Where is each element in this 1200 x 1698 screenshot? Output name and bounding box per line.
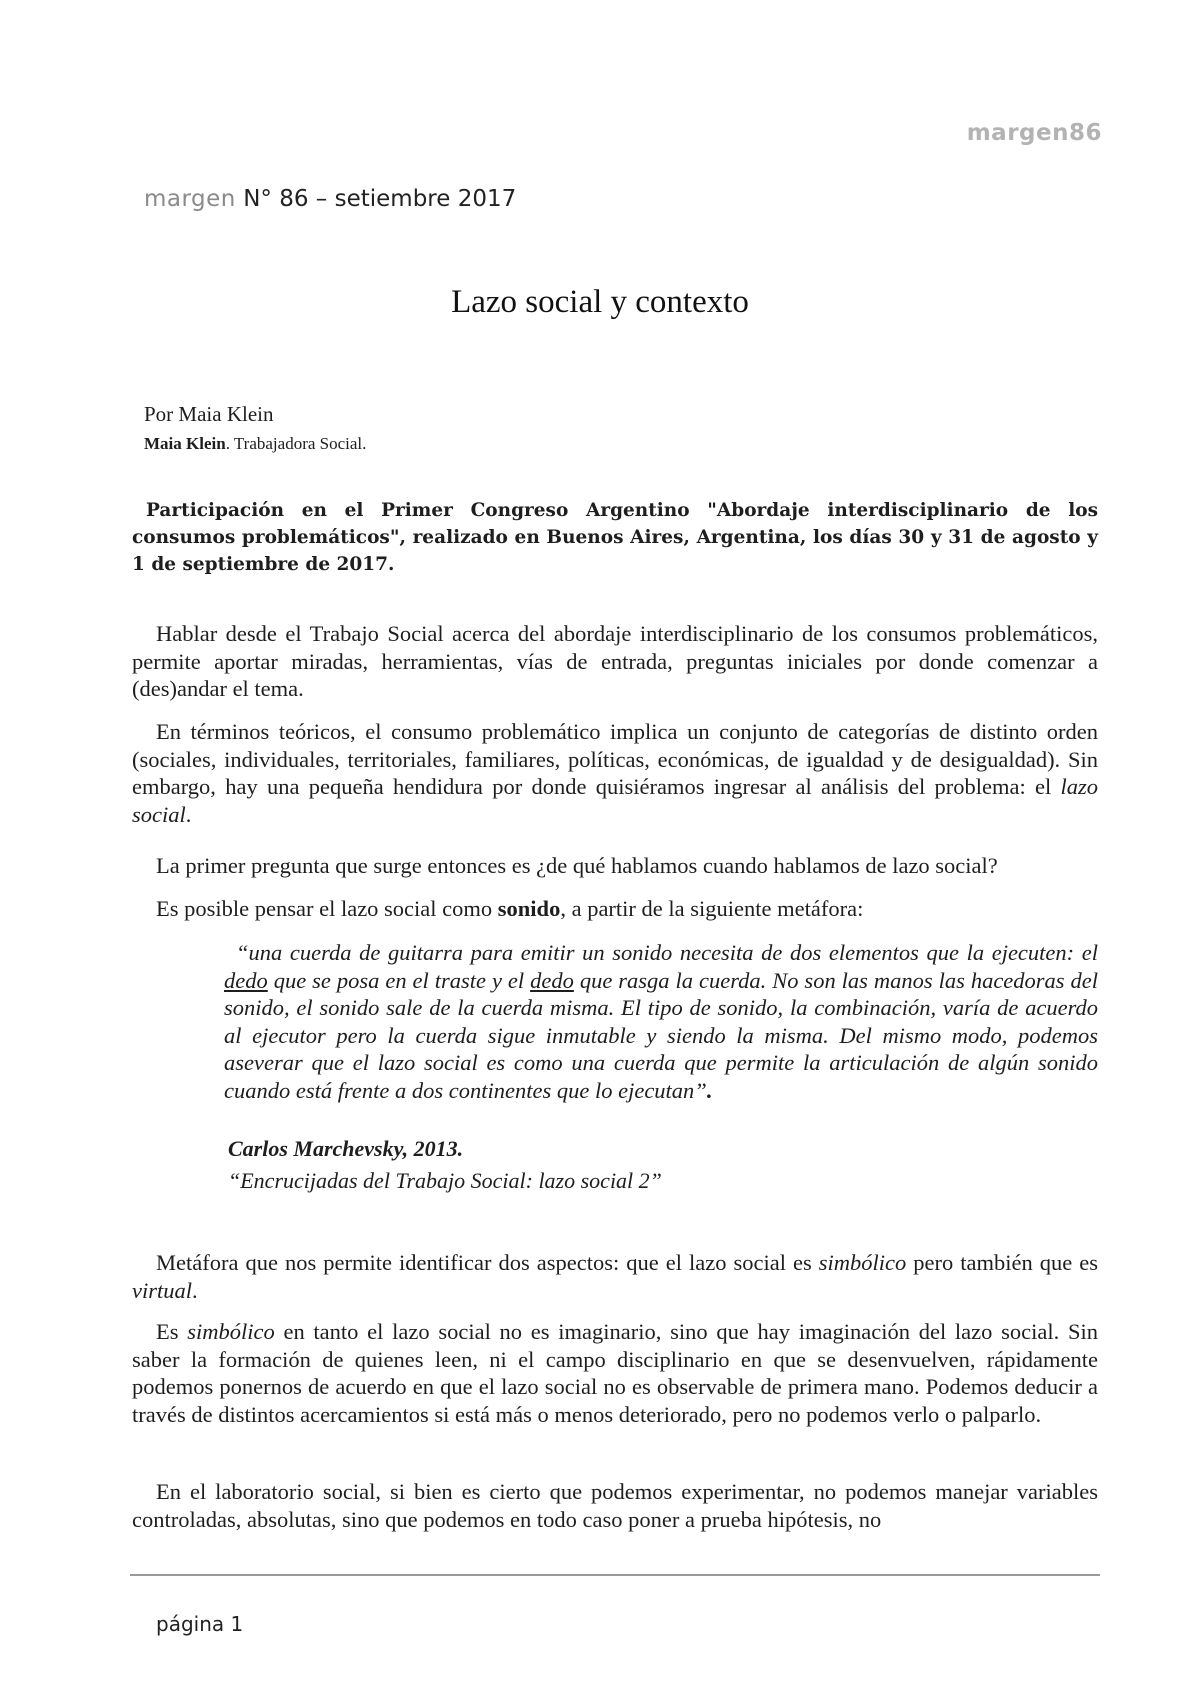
emphasis-virtual: virtual — [132, 1277, 192, 1303]
quote-author: Carlos Marchevsky, 2013. — [228, 1136, 464, 1161]
footer-divider — [130, 1574, 1100, 1576]
paragraph-2 — [132, 718, 1098, 828]
paragraph-6-b: en tanto el lazo social no es imaginario, sino que hay imaginación del lazo social. Sin saber la formación de quienes leen, ni el campo disciplinario en que se desenvuelven, rápidamente podemos ponernos de acuerdo en que el lazo social no es observable de primera mano. Podemos deducir a través de distintos acercamientos si está más o menos deteriorado, pero no podemos verlo o palparlo. — [132, 1319, 1098, 1427]
emphasis-lazo-social: lazo social — [132, 774, 1098, 827]
abstract: Participación en el Primer Congreso Argentino "Abordaje interdisciplinario de los consumos problemáticos", realizado en Buenos Aires, Argentina, los días 30 y 31 de agosto y 1 de septiembre de 2017. — [132, 500, 1098, 575]
quote-underline-1: dedo — [224, 967, 268, 993]
quote-underline-2: dedo — [530, 967, 574, 993]
emphasis-simbolico-2: simbólico — [187, 1319, 275, 1344]
paragraph-5-c: . — [192, 1277, 198, 1303]
paragraph-4 — [132, 895, 1098, 923]
emphasis-simbolico: simbólico — [818, 1250, 907, 1275]
paragraph-2-text: En términos teóricos, el consumo problemático implica un conjunto de categorías de distinto orden (sociales, individuales, territoriales, familiares, políticas, económicas, de igualdad y de desigualdad). Sin embargo, hay una pequeña hendidura por donde quisiéramos ingresar al análisis del problema: el — [132, 719, 1098, 799]
article-title: Lazo social y contexto — [451, 284, 749, 320]
quote-part-c: que rasga la cuerda. No son las manos las hacedoras del sonido, el sonido sale de la cuerda misma. El tipo de sonido, la combinación, varía de acuerdo al ejecutor pero la cuerda sigue inmutable y siendo la misma. Del mismo modo, podemos aseverar que el lazo social es como una cuerda que permite la articulación de algún sonido cuando está frente a dos continentes que lo ejecutan” — [224, 967, 1099, 1103]
quote-part-b: que se posa en el traste y el — [267, 967, 531, 993]
paragraph-5-a: Metáfora que nos permite identificar dos aspectos: que el lazo social es — [156, 1250, 819, 1275]
issue-info: N° 86 – setiembre 2017 — [235, 186, 517, 212]
paragraph-5 — [132, 1249, 1098, 1304]
author-role: . Trabajadora Social. — [225, 434, 367, 453]
strong-sonido: sonido — [497, 896, 561, 921]
paragraph-4-end: , a partir de la siguiente metáfora: — [560, 896, 864, 921]
brand-logo: margen — [144, 186, 236, 212]
quote-part-a: “una cuerda de guitarra para emitir un sonido necesita de dos elementos que la ejecuten: el — [236, 940, 1098, 965]
author-note — [144, 434, 366, 454]
block-quote — [224, 939, 1098, 1104]
paragraph-6 — [132, 1318, 1098, 1428]
paragraph-1: Hablar desde el Trabajo Social acerca del abordaje interdisciplinario de los consumos problemáticos, permite aportar miradas, herramientas, vías de entrada, preguntas iniciales por donde comenzar a (des)andar el tema. — [132, 621, 1098, 701]
paragraph-6-a: Es — [156, 1319, 188, 1344]
issue-line — [144, 186, 516, 212]
paragraph-3: La primer pregunta que surge entonces es ¿de qué hablamos cuando hablamos de lazo social? — [156, 853, 998, 878]
brand-logo-right: margen86 — [966, 120, 1102, 146]
quote-source: “Encrucijadas del Trabajo Social: lazo social 2” — [228, 1168, 662, 1193]
page-number: página 1 — [156, 1612, 244, 1636]
paragraph-7: En el laboratorio social, si bien es cierto que podemos experimentar, no podemos manejar variables controladas, absolutas, sino que podemos en todo caso poner a prueba hipótesis, no — [132, 1479, 1098, 1532]
author-name: Maia Klein — [144, 434, 226, 453]
quote-part-d: . — [706, 1077, 713, 1103]
byline: Por Maia Klein — [144, 402, 274, 426]
paragraph-2-end: . — [185, 801, 192, 827]
paragraph-5-b: pero también que es — [906, 1250, 1098, 1275]
paragraph-4-text: Es posible pensar el lazo social como — [156, 896, 498, 921]
